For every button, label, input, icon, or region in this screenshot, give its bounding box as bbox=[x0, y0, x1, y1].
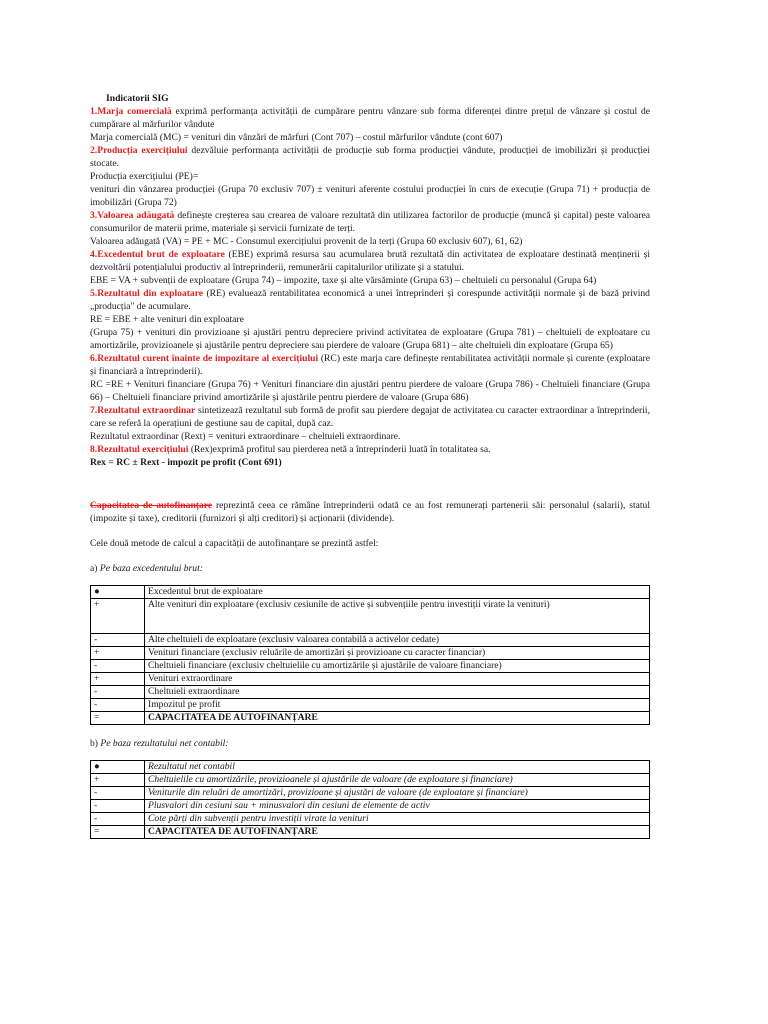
table-row bbox=[91, 647, 650, 660]
section-text: dezvăluie performanța activității de producție sub forma producției vândute, producției de imobilizări și producției stocate. bbox=[90, 145, 650, 169]
caf-label: Capacitatea de autofinanțare bbox=[90, 500, 213, 511]
table-row bbox=[91, 686, 650, 699]
caf-text: reprezintă ceea ce rămâne întreprinderii odată ce au fost remunerați partenerii săi: personalul (salarii), statul (impozite și taxe), creditorii (furnizori și alți creditori) și acționarii (dividende). bbox=[90, 500, 651, 524]
sig-paragraph bbox=[90, 456, 650, 469]
section-text: (Rex)exprimă profitul sau pierderea netă a întreprinderii luată în totalitatea sa. bbox=[188, 444, 491, 455]
section-text: venituri din vânzarea producției (Grupa 70 exclusiv 707) ± venituri aferente costului producției în curs de execuție (Grupa 71) + producția de imobilizări (Grupa 72) bbox=[90, 184, 650, 208]
section-text: RE = EBE + alte venituri din exploatare bbox=[90, 314, 244, 325]
section-text: Producția exercițiului (PE)= bbox=[90, 171, 199, 182]
section-number: 2. bbox=[90, 145, 98, 156]
table-row bbox=[91, 673, 650, 686]
section-text: RC =RE + Venituri financiare (Grupa 76) + Venituri financiare din ajustări pentru pierdere de valoare (Grupa 786) - Cheltuieli financiare (Grupa 66) – Cheltuieli financiare privind amortizările și ajustările pentru pierdere de valoare (Grupa 686) bbox=[90, 379, 650, 403]
table-row bbox=[91, 586, 650, 599]
sig-sections bbox=[90, 105, 650, 469]
sig-paragraph bbox=[90, 404, 650, 430]
sig-paragraph bbox=[90, 430, 650, 443]
row-text: CAPACITATEA DE AUTOFINANȚARE bbox=[145, 826, 650, 839]
row-sign: ● bbox=[91, 761, 145, 774]
section-number: 7. bbox=[90, 405, 98, 416]
table-row bbox=[91, 826, 650, 839]
section-text: Marja comercială (MC) = venituri din vânzări de mărfuri (Cont 707) – costul mărfurilor vândute (cont 607) bbox=[90, 132, 503, 143]
section-label: Rezultatul curent înainte de impozitare al exercițiului bbox=[97, 353, 319, 364]
section-label: Rezultatul din exploatare bbox=[97, 288, 204, 299]
method-a-table bbox=[90, 585, 650, 725]
table-row bbox=[91, 699, 650, 712]
table-row bbox=[91, 761, 650, 774]
sig-paragraph bbox=[90, 287, 650, 313]
section-number: 3. bbox=[90, 210, 98, 221]
sig-paragraph bbox=[90, 235, 650, 248]
sig-paragraph bbox=[90, 170, 650, 183]
table-row bbox=[91, 787, 650, 800]
row-text: Impozitul pe profit bbox=[145, 699, 650, 712]
row-text: Plusvalori din cesiuni sau + minusvalori din cesiuni de elemente de activ bbox=[145, 800, 650, 813]
section-number: 1. bbox=[90, 106, 98, 117]
section-label: Excedentul brut de exploatare bbox=[97, 249, 225, 260]
section-text: (RE) evaluează rentabilitatea economică a unei întreprinderi și corespunde activității normale și de bază privind „producția" de acumulare. bbox=[90, 288, 650, 312]
table-row bbox=[91, 813, 650, 826]
section-text: (Grupa 75) + venituri din provizioane și ajustări pentru depreciere privind activitatea de exploatare (Grupa 781) – cheltuieli de exploatare cu amortizările, provizioanele și ajustările pentru depreciere sau pierdere de valoare (Grupa 681) – alte cheltuieli din exploatare (Grupa 65) bbox=[90, 327, 650, 351]
section-label: Marja comercială bbox=[97, 106, 172, 117]
method-b-table bbox=[90, 760, 650, 839]
sig-paragraph bbox=[90, 352, 650, 378]
document-title: Indicatorii SIG bbox=[106, 93, 169, 104]
sig-paragraph bbox=[90, 131, 650, 144]
section-text: EBE = VA + subvenții de exploatare (Grupa 74) – impozite, taxe și alte vărsăminte (Grupa 63) – cheltuieli cu personalul (Grupa 64) bbox=[90, 275, 597, 286]
method-a-heading: a) Pe baza excedentului brut: bbox=[90, 563, 203, 574]
section-label: Rezultatul exercițiului bbox=[97, 444, 189, 455]
row-text: Venituri financiare (exclusiv reluările de amortizări și provizioane cu caracter financiar) bbox=[145, 647, 650, 660]
sig-paragraph bbox=[90, 326, 650, 352]
section-number: 8. bbox=[90, 444, 98, 455]
section-number: 4. bbox=[90, 249, 98, 260]
section-text: Valoarea adăugată (VA) = PE + MC - Consumul exercițiului provenit de la terți (Grupa 60 exclusiv 607), 61, 62) bbox=[90, 236, 523, 247]
row-sign: - bbox=[91, 800, 145, 813]
document-page bbox=[90, 92, 650, 839]
row-text: Excedentul brut de exploatare bbox=[145, 586, 650, 599]
method-b-heading: b) Pe baza rezultatului net contabil: bbox=[90, 738, 229, 749]
row-sign: - bbox=[91, 787, 145, 800]
table-row bbox=[91, 774, 650, 787]
table-row bbox=[91, 660, 650, 673]
methods-intro: Cele două metode de calcul a capacității de autofinanțare se prezintă astfel: bbox=[90, 538, 379, 549]
section-text: Rex = RC ± Rext - impozit pe profit (Cont 691) bbox=[90, 457, 282, 468]
row-text: Venituri extraordinare bbox=[145, 673, 650, 686]
row-sign: + bbox=[91, 647, 145, 660]
row-sign: = bbox=[91, 826, 145, 839]
row-sign: - bbox=[91, 660, 145, 673]
row-sign: - bbox=[91, 699, 145, 712]
section-text: definește creșterea sau crearea de valoare rezultată din utilizarea factorilor de producție (muncă și capital) peste valoarea consumurilor de materii prime, materiale și servicii furnizate de terți. bbox=[90, 210, 650, 234]
row-text: Cote părți din subvenții pentru investiții virate la venituri bbox=[145, 813, 650, 826]
row-text: Cheltuieli financiare (exclusiv cheltuielile cu amortizările și ajustările de valoare financiare) bbox=[145, 660, 650, 673]
sig-paragraph bbox=[90, 313, 650, 326]
row-text: Alte cheltuieli de exploatare (exclusiv valoarea contabilă a activelor cedate) bbox=[145, 634, 650, 647]
section-number: 5. bbox=[90, 288, 98, 299]
row-text: Cheltuielile cu amortizările, provizioanele și ajustările de valoare (de exploatare și financiare) bbox=[145, 774, 650, 787]
row-text: Cheltuieli extraordinare bbox=[145, 686, 650, 699]
sig-paragraph bbox=[90, 144, 650, 170]
section-text: (RC) este marja care definește rentabilitatea activității normale și curente (exploatare și financiară a întreprinderii). bbox=[90, 353, 650, 377]
section-label: Rezultatul extraordinar bbox=[97, 405, 196, 416]
sig-paragraph bbox=[90, 378, 650, 404]
section-text: Rezultatul extraordinar (Rext) = venituri extraordinare – cheltuieli extraordinare. bbox=[90, 431, 401, 442]
sig-paragraph bbox=[90, 209, 650, 235]
sig-paragraph bbox=[90, 274, 650, 287]
row-sign: - bbox=[91, 634, 145, 647]
table-row bbox=[91, 634, 650, 647]
row-text: Rezultatul net contabil bbox=[145, 761, 650, 774]
row-sign: = bbox=[91, 712, 145, 725]
row-sign: + bbox=[91, 599, 145, 634]
sig-paragraph bbox=[90, 105, 650, 131]
section-text: exprimă performanța activității de cumpărare pentru vânzare sub forma diferenței dintre prețul de vânzare și costul de cumpărare al mărfurilor vândute bbox=[90, 106, 650, 130]
section-text: sintetizează rezultatul sub formă de profit sau pierdere degajat de activitatea cu caracter extraordinar a întreprinderii, care se referă la operațiuni de gestiune sau de capital, după caz. bbox=[90, 405, 650, 429]
table-row bbox=[91, 712, 650, 725]
section-text: (EBE) exprimă resursa sau acumularea brută rezultată din activitatea de exploatare destinată menținerii și dezvoltării potențialului productiv al întreprinderii, remunerării capitalurilor utilizate și a statului. bbox=[90, 249, 650, 273]
sig-paragraph bbox=[90, 443, 650, 456]
section-label: Valoarea adăugată bbox=[97, 210, 175, 221]
row-sign: ● bbox=[91, 586, 145, 599]
row-text: Alte venituri din exploatare (exclusiv cesiunile de active și subvențiile pentru investiții virate la venituri) bbox=[145, 599, 650, 634]
sig-paragraph bbox=[90, 248, 650, 274]
table-row bbox=[91, 599, 650, 634]
sig-paragraph bbox=[90, 183, 650, 209]
row-sign: - bbox=[91, 813, 145, 826]
section-label: Producția exercițiului bbox=[97, 145, 188, 156]
section-number: 6. bbox=[90, 353, 98, 364]
row-sign: - bbox=[91, 686, 145, 699]
caf-paragraph bbox=[90, 499, 650, 525]
row-text: CAPACITATEA DE AUTOFINANȚARE bbox=[145, 712, 650, 725]
row-sign: + bbox=[91, 673, 145, 686]
table-row bbox=[91, 800, 650, 813]
row-text: Veniturile din reluări de amortizări, provizioane și ajustări de valoare (de exploatare și financiare) bbox=[145, 787, 650, 800]
row-sign: + bbox=[91, 774, 145, 787]
